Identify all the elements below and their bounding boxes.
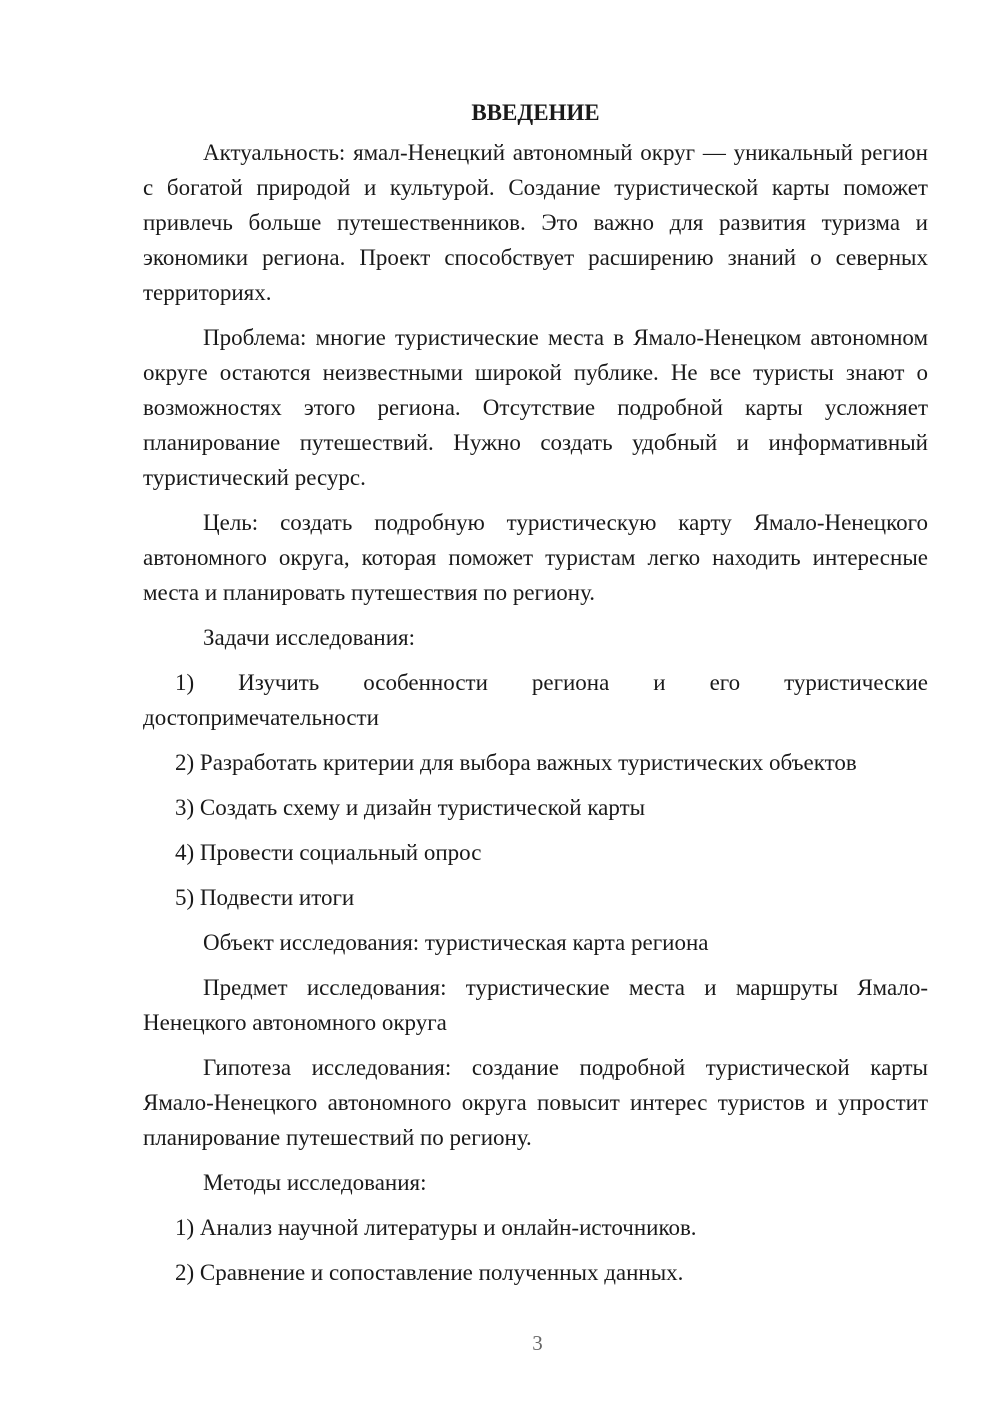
page-number: 3 <box>532 1331 543 1355</box>
task-item: 2) Разработать критерии для выбора важных туристических объектов <box>175 750 857 775</box>
page-title: ВВЕДЕНИЕ <box>471 100 600 125</box>
task-item: 4) Провести социальный опрос <box>175 840 482 865</box>
paragraph-object: Объект исследования: туристическая карта региона <box>203 930 709 955</box>
task-item: 1) Изучить особенности региона и его туристические достопримечательности <box>143 670 928 730</box>
paragraph-problem: Проблема: многие туристические места в Ямало-Ненецком автономном округе остаются неизвестными широкой публике. Не все туристы знают о возможностях этого региона. Отсутствие подробной карты усложняет планирование путешествий. Нужно создать удобный и информативный туристический ресурс. <box>143 325 928 490</box>
method-item: 1) Анализ научной литературы и онлайн-источников. <box>175 1215 697 1240</box>
method-item: 2) Сравнение и сопоставление полученных данных. <box>175 1260 684 1285</box>
paragraph-relevance: Актуальность: ямал-Ненецкий автономный округ — уникальный регион с богатой природой и культурой. Создание туристической карты поможет привлечь больше путешественников. Это важно для развития туризма и экономики региона. Проект способствует расширению знаний о северных территориях. <box>143 140 928 305</box>
paragraph-goal: Цель: создать подробную туристическую карту Ямало-Ненецкого автономного округа, которая поможет туристам легко находить интересные места и планировать путешествия по региону. <box>143 510 928 605</box>
tasks-heading: Задачи исследования: <box>203 625 416 650</box>
methods-heading: Методы исследования: <box>203 1170 427 1195</box>
paragraph-hypothesis: Гипотеза исследования: создание подробной туристической карты Ямало-Ненецкого автономного округа повысит интерес туристов и упростит планирование путешествий по региону. <box>143 1055 928 1150</box>
task-item: 3) Создать схему и дизайн туристической карты <box>175 795 646 820</box>
paragraph-subject: Предмет исследования: туристические места и маршруты Ямало-Ненецкого автономного округа <box>143 975 928 1035</box>
page-content <box>143 95 928 1300</box>
task-item: 5) Подвести итоги <box>175 885 355 910</box>
